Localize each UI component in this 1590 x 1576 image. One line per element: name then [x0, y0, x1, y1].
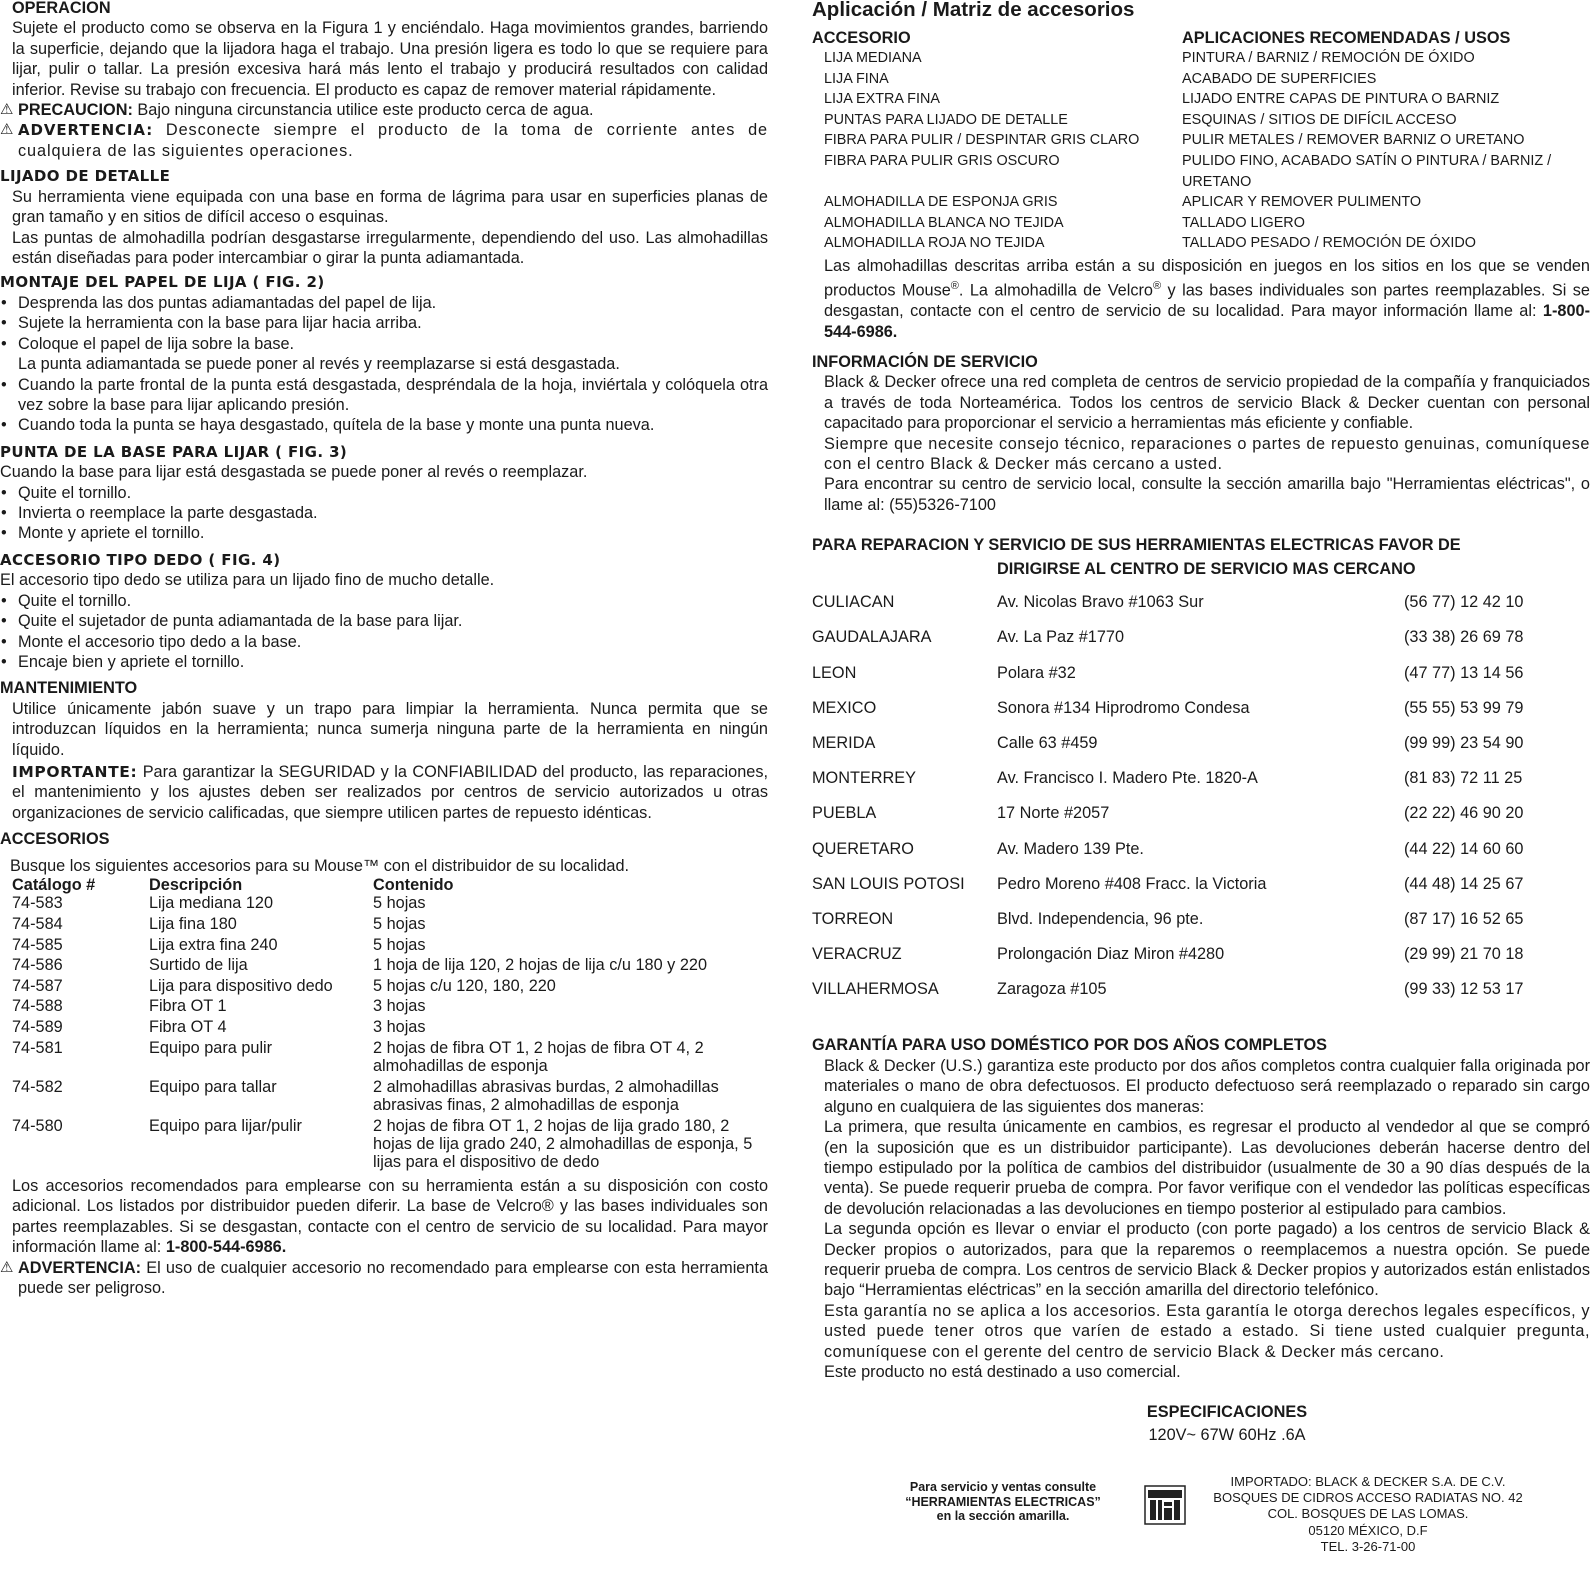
punta-section — [0, 442, 768, 544]
centro-city-cell: MERIDA — [812, 733, 876, 752]
table-cell-desc: Equipo para pulir — [149, 1038, 273, 1057]
table-cell-cont: 2 hojas de fibra OT 1, 2 hojas de lija grado 180, 2 hojas de lija grado 240, 2 almohadillas de esponja, 5 lijas para el dispositivo de dedo — [373, 1116, 753, 1172]
especificaciones-heading: ESPECIFICACIONES — [1146, 1403, 1308, 1422]
centro-tel-cell: (56 77) 12 42 10 — [1404, 593, 1524, 612]
centros-table — [812, 593, 1590, 1015]
list-item: • Desprenda las dos puntas adiamantadas del papel de lija. — [1, 293, 437, 312]
punta-heading: PUNTA DE LA BASE PARA LIJAR ( FIG. 3) — [0, 442, 348, 461]
col-catalogo: Catálogo # — [12, 876, 96, 895]
list-item: • Cuando la parte frontal de la punta está desgastada, despréndala de la hoja, inviértala y colóquela otra vez sobre la base para lijar aplicando presión. — [1, 375, 768, 414]
centro-city-cell: QUERETARO — [812, 839, 914, 858]
centro-addr-cell: Blvd. Independencia, 96 pte. — [997, 909, 1204, 928]
especificaciones-value: 120V~ 67W 60Hz .6A — [1148, 1425, 1306, 1444]
table-cell-cont: 5 hojas c/u 120, 180, 220 — [373, 976, 556, 995]
centro-tel-cell: (81 83) 72 11 25 — [1404, 769, 1523, 788]
matriz-accesorio-cell: LIJA FINA — [824, 70, 889, 87]
table-row — [812, 664, 1590, 699]
warning-icon: ⚠ — [0, 101, 14, 119]
table-row — [812, 213, 1590, 234]
centro-tel-cell: (99 99) 23 54 90 — [1404, 733, 1524, 752]
mantenimiento-heading: MANTENIMIENTO — [0, 679, 138, 698]
table-cell-desc: Fibra OT 4 — [149, 1018, 227, 1036]
matriz-accesorio-cell: FIBRA PARA PULIR GRIS OSCURO — [824, 152, 1060, 169]
table-cell-cont: 2 hojas de fibra OT 1, 2 hojas de fibra OT 4, 2 almohadillas de esponja — [373, 1038, 704, 1075]
table-cell-desc: Equipo para lijar/pulir — [149, 1116, 302, 1135]
centro-addr-cell: Av. Madero 139 Pte. — [997, 839, 1144, 858]
centro-city-cell: VILLAHERMOSA — [812, 980, 939, 999]
centro-city-cell: VERACRUZ — [812, 945, 902, 964]
centro-addr-cell: Sonora #134 Hiprodromo Condesa — [997, 698, 1250, 717]
table-row — [812, 910, 1590, 945]
table-row — [812, 734, 1590, 769]
accesorios-adv-text: El uso de cualquier accesorio no recomendado para emplearse con esta herramienta puede ser peligroso. — [18, 1258, 768, 1298]
matriz-aplicacion-cell: APLICAR Y REMOVER PULIMENTO — [1182, 194, 1422, 211]
table-cell-desc: Surtido de lija — [149, 956, 248, 975]
montaje-heading: MONTAJE DEL PAPEL DE LIJA ( FIG. 2) — [0, 273, 325, 292]
table-cell-cont: 2 almohadillas abrasivas burdas, 2 almohadillas abrasivas finas, 2 almohadillas de esponja — [373, 1077, 719, 1114]
matriz-accesorio-cell: ALMOHADILLA BLANCA NO TEJIDA — [824, 214, 1064, 231]
table-row — [12, 936, 763, 957]
servicio-paragraph-2: Siempre que necesite consejo técnico, reparaciones o partes de repuesto genuinas, comuníquese con el centro Black & Decker más cercano a usted. — [824, 434, 1590, 474]
centro-addr-cell: Zaragoza #105 — [997, 980, 1107, 999]
col-descripcion: Descripción — [149, 876, 243, 895]
garantia-paragraph-5: Este producto no está destinado a uso comercial. — [824, 1362, 1181, 1381]
accesorios-section — [0, 829, 768, 1298]
accesorios-table — [12, 876, 763, 1174]
centro-tel-cell: (47 77) 13 14 56 — [1404, 663, 1524, 682]
list-item: • Monte el accesorio tipo dedo a la base. — [1, 632, 302, 651]
matriz-aplicacion-cell: ESQUINAS / SITIOS DE DIFÍCIL ACCESO — [1182, 111, 1457, 128]
table-row — [812, 48, 1590, 69]
table-cell-cont: 3 hojas — [373, 1018, 426, 1036]
matriz-accesorio-cell: ALMOHADILLA DE ESPONJA GRIS — [824, 194, 1058, 211]
table-row — [812, 151, 1590, 192]
table-row — [812, 69, 1590, 90]
table-cell-cat: 74-583 — [12, 894, 63, 913]
centro-tel-cell: (22 22) 46 90 20 — [1404, 804, 1524, 823]
list-item: • Monte y apriete el tornillo. — [1, 524, 205, 543]
centro-addr-cell: Polara #32 — [997, 663, 1076, 682]
dedo-section — [0, 550, 768, 673]
centros-heading-1: PARA REPARACION Y SERVICIO DE SUS HERRAMIENTAS ELECTRICAS FAVOR DE — [812, 536, 1461, 555]
col-accesorio: ACCESORIO — [812, 29, 911, 47]
table-cell-cat: 74-582 — [12, 1077, 63, 1096]
matriz-accesorio-cell: LIJA MEDIANA — [824, 50, 922, 66]
dedo-intro: El accesorio tipo dedo se utiliza para un lijado fino de mucho detalle. — [0, 571, 495, 590]
table-header-row — [12, 876, 763, 894]
centro-addr-cell: 17 Norte #2057 — [997, 804, 1110, 823]
servicio-heading: INFORMACIÓN DE SERVICIO — [812, 352, 1038, 371]
lijado-paragraph-2: Las puntas de almohadilla podrían desgastarse irregularmente, dependiendo del uso. Las almohadillas están diseñadas para poder intercambiar o girar la punta adiamantada. — [12, 228, 768, 267]
footer-service-note: Para servicio y ventas consulte “HERRAMIENTAS ELECTRICAS” en la sección amarilla. — [905, 1480, 1101, 1523]
importante-note — [0, 762, 768, 823]
table-row — [812, 980, 1590, 1015]
centro-city-cell: CULIACAN — [812, 593, 895, 612]
centro-city-cell: LEON — [812, 663, 857, 682]
list-item: • Quite el sujetador de punta adiamantada de la base para lijar. — [1, 612, 463, 631]
servicio-paragraph-3: Para encontrar su centro de servicio local, consulte la sección amarilla bajo "Herramientas eléctricas", o llame al: (55)5326-7100 — [824, 475, 1590, 514]
table-cell-cat: 74-587 — [12, 976, 63, 995]
table-cell-cont: 5 hojas — [373, 935, 426, 954]
operacion-paragraph: Sujete el producto como se observa en la Figura 1 y enciéndalo. Haga movimientos grandes, barriendo la superficie, dejando que la lijadora haga el trabajo. Una presión ligera es todo lo que se requiere para lijar, pulir o tallar. La presión excesiva hará más lento el trabajo y producirá resultados con calidad inferior. Revise su trabajo con frecuencia. El producto es capaz de remover material rápidamente. — [12, 19, 768, 99]
warning-icon: ⚠ — [0, 1258, 14, 1276]
table-cell-cat: 74-584 — [12, 915, 63, 934]
servicio-paragraph-1: Black & Decker ofrece una red completa de centros de servicio propiedad de la compañía y franquiciados a través de toda Norteamérica. Todos los centros de servicio Black & Decker cuentan con personal capacitado para proporcionar el servicio a herramientas más eficiente y confiable. — [824, 373, 1590, 433]
centro-addr-cell: Calle 63 #459 — [997, 733, 1098, 752]
advertencia-text: Desconecte siempre el producto de la toma de corriente antes de cualquiera de las siguientes operaciones. — [18, 121, 768, 160]
centros-section — [812, 533, 1590, 1015]
table-cell-cont: 1 hoja de lija 120, 2 hojas de lija c/u 180 y 220 — [373, 956, 708, 975]
list-item: • Quite el tornillo. — [1, 591, 132, 610]
table-cell-desc: Lija para dispositivo dedo — [149, 976, 333, 995]
centro-city-cell: PUEBLA — [812, 804, 877, 823]
precaucion-note — [0, 100, 768, 120]
table-cell-cat: 74-585 — [12, 935, 63, 954]
matriz-accesorio-cell: FIBRA PARA PULIR / DESPINTAR GRIS CLARO — [824, 132, 1140, 149]
matriz-title: Aplicación / Matriz de accesorios — [812, 0, 1135, 21]
table-row — [812, 110, 1590, 131]
matriz-aplicacion-cell: PULIDO FINO, ACABADO SATÍN O PINTURA / BARNIZ / URETANO — [1182, 152, 1552, 190]
centros-heading-2: DIRIGIRSE AL CENTRO DE SERVICIO MAS CERCANO — [997, 560, 1416, 579]
col-aplicaciones: APLICACIONES RECOMENDADAS / USOS — [1182, 29, 1511, 47]
table-cell-cat: 74-581 — [12, 1038, 63, 1057]
table-row — [12, 894, 763, 915]
table-row — [812, 593, 1590, 628]
table-row — [12, 956, 763, 977]
centro-addr-cell: Av. Nicolas Bravo #1063 Sur — [997, 593, 1204, 612]
accesorios-advertencia — [0, 1258, 768, 1299]
warning-icon: ⚠ — [0, 121, 14, 139]
mantenimiento-paragraph: Utilice únicamente jabón suave y un trapo para limpiar la herramienta. Nunca permita que se introduzcan líquidos en la herramienta; nunca sumerja ninguna parte de la herramienta en ningún líquido. — [12, 699, 768, 759]
table-row — [12, 1039, 763, 1078]
advertencia-note — [0, 120, 768, 161]
matriz-accesorio-cell: ALMOHADILLA ROJA NO TEJIDA — [824, 235, 1045, 252]
table-row — [12, 1078, 763, 1117]
table-cell-cat: 74-588 — [12, 997, 63, 1016]
centro-addr-cell: Pedro Moreno #408 Fracc. la Victoria — [997, 874, 1267, 893]
table-row — [812, 804, 1590, 839]
table-cell-cont: 5 hojas — [373, 894, 426, 913]
centro-city-cell: SAN LOUIS POTOSI — [812, 874, 965, 893]
garantia-paragraph-2: La primera, que resulta únicamente en cambios, es regresar el producto al vendedor al que se compró (en la suposición que es un distribuidor participante). Las devoluciones deberán hacerse dentro del tiempo estipulado por la política de cambios del distribuidor (usualmente de 30 a 90 días después de la venta). Se puede requerir prueba de compra. Por favor verifique con el vendedor las políticas específicas de devolución relacionadas a las devoluciones en tiempo posterior al estipulado para cambios. — [824, 1118, 1590, 1218]
table-cell-cat: 74-586 — [12, 956, 63, 975]
list-item: • Quite el tornillo. — [1, 483, 132, 502]
advertencia-label: ADVERTENCIA: — [18, 121, 154, 140]
importante-label: IMPORTANTE: — [12, 763, 138, 781]
table-cell-desc: Lija mediana 120 — [149, 894, 274, 913]
especificaciones-section — [812, 1402, 1590, 1445]
col-contenido: Contenido — [373, 876, 454, 895]
matriz-phone: 1-800-544-6986. — [824, 302, 1590, 341]
table-row — [812, 769, 1590, 804]
garantia-heading: GARANTÍA PARA USO DOMÉSTICO POR DOS AÑOS COMPLETOS — [812, 1036, 1327, 1055]
centro-tel-cell: (29 99) 21 70 18 — [1404, 945, 1524, 964]
table-row — [812, 699, 1590, 734]
table-row — [812, 192, 1590, 213]
table-row — [812, 233, 1590, 254]
montaje-section — [0, 272, 768, 435]
table-cell-desc: Lija fina 180 — [149, 915, 237, 934]
table-row — [12, 915, 763, 936]
table-row — [812, 130, 1590, 151]
centro-tel-cell: (55 55) 53 99 79 — [1404, 698, 1524, 717]
right-column — [812, 0, 1590, 1445]
garantia-paragraph-3: La segunda opción es llevar o enviar el producto (con porte pagado) a los centros de servicio Black & Decker propios o autorizados, para que la reparemos o reemplacemos a nuestra opción. Se puede requerir prueba de compra. Los centros de servicio Black & Decker propios y autorizados están enlistados bajo “Herramientas eléctricas” en la sección amarilla del directorio telefónico. — [824, 1220, 1590, 1300]
table-cell-desc: Fibra OT 1 — [149, 997, 227, 1016]
garantia-section — [812, 1035, 1590, 1382]
centro-tel-cell: (87 17) 16 52 65 — [1404, 909, 1524, 928]
centro-tel-cell: (44 22) 14 60 60 — [1404, 839, 1524, 858]
centro-addr-cell: Av. La Paz #1770 — [997, 628, 1125, 647]
table-row — [812, 875, 1590, 910]
matriz-aplicacion-cell: TALLADO LIGERO — [1182, 214, 1305, 231]
list-item: • Sujete la herramienta con la base para lijar hacia arriba. — [1, 314, 422, 333]
mantenimiento-section — [0, 678, 768, 823]
table-cell-cont: 5 hojas — [373, 915, 426, 934]
yellow-pages-logo-icon — [1144, 1484, 1186, 1526]
centro-city-cell: MONTERREY — [812, 769, 917, 788]
lijado-section — [0, 166, 768, 268]
matriz-aplicacion-cell: ACABADO DE SUPERFICIES — [1182, 70, 1377, 87]
centro-city-cell: TORREON — [812, 909, 894, 928]
table-cell-cont: 3 hojas — [373, 997, 426, 1016]
table-row — [12, 977, 763, 998]
centro-tel-cell: (33 38) 26 69 78 — [1404, 628, 1524, 647]
lijado-heading: LIJADO DE DETALLE — [0, 167, 171, 186]
centro-city-cell: GAUDALAJARA — [812, 628, 932, 647]
matriz-aplicacion-cell: TALLADO PESADO / REMOCIÓN DE ÓXIDO — [1182, 235, 1476, 252]
centro-addr-cell: Prolongación Diaz Miron #4280 — [997, 945, 1225, 964]
table-cell-desc: Equipo para tallar — [149, 1077, 277, 1096]
table-row — [12, 1117, 763, 1174]
precaucion-label: PRECAUCION: — [18, 101, 133, 120]
garantia-paragraph-1: Black & Decker (U.S.) garantiza este producto por dos años completos contra cualquier falla originada por materiales o mano de obra defectuosos. El producto defectuoso será reemplazado o reparado sin cargo alguno en cualquiera de las siguientes dos maneras: — [824, 1056, 1590, 1116]
table-row — [812, 945, 1590, 980]
table-row — [812, 628, 1590, 663]
accesorios-paragraph: Los accesorios recomendados para emplearse con su herramienta están a su disposición con costo adicional. Los listados por distribuidor pueden diferir. La base de Velcro® y las bases individuales son partes reemplazables. Si se desgastan, contacte con el centro de servicio de su localidad. Para mayor información llame al: 1-800-544-6986. — [12, 1177, 768, 1257]
list-item: • Coloque el papel de lija sobre la base. — [1, 334, 295, 353]
operacion-section — [0, 0, 768, 161]
lijado-paragraph-1: Su herramienta viene equipada con una base en forma de lágrima para usar en superficies planas de gran tamaño y en sitios de difícil acceso o esquinas. — [12, 187, 768, 227]
matriz-aplicacion-cell: PULIR METALES / REMOVER BARNIZ O URETANO — [1182, 132, 1525, 149]
matriz-paragraph: Las almohadillas descritas arriba están a su disposición en juegos en los sitios en los que se venden productos Mouse®. La almohadilla de Velcro® y las bases individuales son partes reemplazables. Si se desgastan, contacte con el centro de servicio de su localidad. Para mayor información llame al: 1-800-544-6986. — [824, 256, 1590, 341]
table-cell-cat: 74-589 — [12, 1018, 63, 1036]
left-column — [0, 0, 768, 1298]
montaje-note: La punta adiamantada se puede poner al revés y reemplazarse si está desgastada. — [18, 355, 620, 374]
table-row — [812, 89, 1590, 110]
list-item: • Cuando toda la punta se haya desgastado, quítela de la base y monte una punta nueva. — [1, 416, 655, 435]
accesorios-adv-label: ADVERTENCIA: — [18, 1258, 142, 1277]
footer-importer-address: IMPORTADO: BLACK & DECKER S.A. DE C.V. BOSQUES DE CIDROS ACCESO RADIATAS NO. 42 COL. BOSQUES DE LAS LOMAS. 05120 MÉXICO, D.F TEL. 3-26-71-00 — [1213, 1474, 1523, 1554]
table-cell-desc: Lija extra fina 240 — [149, 935, 278, 954]
table-header-row — [812, 28, 1590, 48]
list-item: • Invierta o reemplace la parte desgastada. — [1, 504, 318, 523]
table-cell-cat: 74-580 — [12, 1116, 63, 1135]
centro-city-cell: MEXICO — [812, 698, 877, 717]
servicio-section — [812, 352, 1590, 515]
table-row — [812, 840, 1590, 875]
matriz-accesorio-cell: PUNTAS PARA LIJADO DE DETALLE — [824, 111, 1068, 128]
table-row — [12, 1018, 763, 1039]
dedo-heading: ACCESORIO TIPO DEDO ( FIG. 4) — [0, 550, 281, 569]
matriz-accesorio-cell: LIJA EXTRA FINA — [824, 91, 940, 108]
matriz-section — [812, 0, 1590, 342]
centro-addr-cell: Av. Francisco I. Madero Pte. 1820-A — [997, 769, 1258, 788]
matriz-aplicacion-cell: LIJADO ENTRE CAPAS DE PINTURA O BARNIZ — [1182, 91, 1500, 108]
precaucion-text: Bajo ninguna circunstancia utilice este producto cerca de agua. — [132, 101, 594, 120]
centro-tel-cell: (99 33) 12 53 17 — [1404, 980, 1524, 999]
importante-text: Para garantizar la SEGURIDAD y la CONFIABILIDAD del producto, las reparaciones, el mantenimiento y los ajustes deben ser realizados por centros de servicio autorizados u otras organizaciones de servicio calificadas, que siempre utilicen partes de repuesto idénticas. — [12, 763, 768, 822]
matriz-table — [812, 28, 1590, 254]
matriz-aplicacion-cell: PINTURA / BARNIZ / REMOCIÓN DE ÓXIDO — [1182, 50, 1475, 66]
garantia-paragraph-4: Esta garantía no se aplica a los accesorios. Esta garantía le otorga derechos legales específicos, y usted puede tener otros que varíen de estado a estado. Si tiene usted cualquier pregunta, comuníquese con el gerente del centro de servicio Black & Decker más cercano. — [824, 1301, 1590, 1361]
centro-tel-cell: (44 48) 14 25 67 — [1404, 874, 1524, 893]
accesorios-intro: Busque los siguientes accesorios para su Mouse™ con el distribuidor de su localidad. — [10, 856, 630, 875]
table-row — [12, 997, 763, 1018]
accesorios-phone: 1-800-544-6986. — [165, 1238, 287, 1257]
list-item: • Encaje bien y apriete el tornillo. — [1, 652, 245, 671]
accesorios-heading: ACCESORIOS — [0, 830, 110, 849]
punta-intro: Cuando la base para lijar está desgastada se puede poner al revés o reemplazar. — [0, 463, 588, 482]
operacion-heading: OPERACION — [12, 0, 111, 17]
